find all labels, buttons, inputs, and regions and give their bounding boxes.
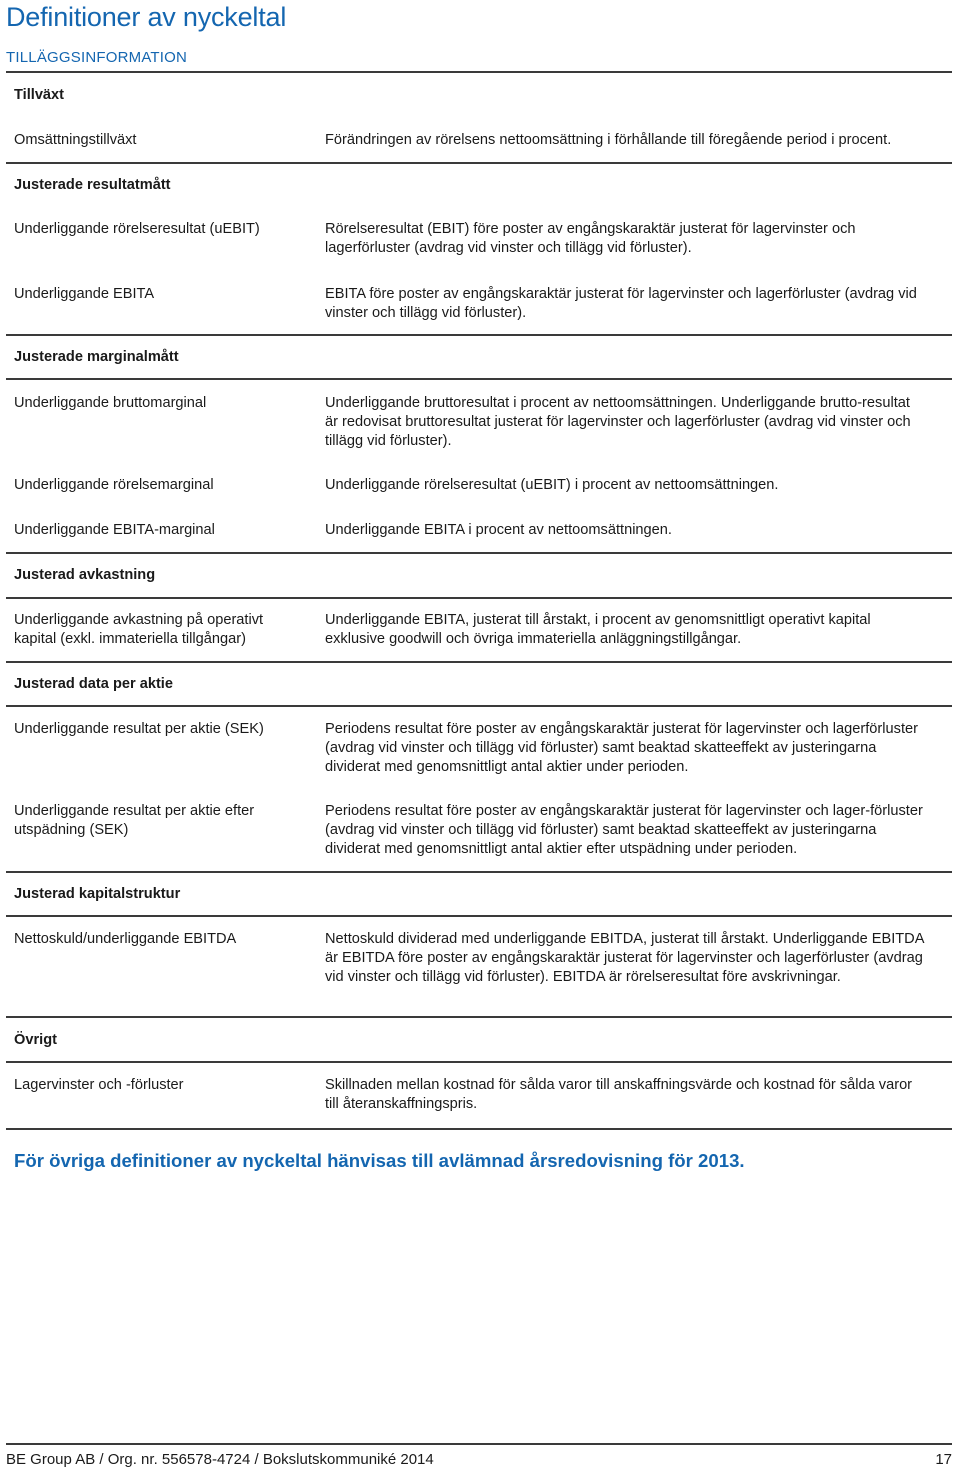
reference-note: För övriga definitioner av nyckeltal hänvisas till avlämnad årsredovisning för 2013. <box>14 1150 745 1171</box>
page-subtitle: TILLÄGGSINFORMATION <box>6 49 188 66</box>
divider <box>6 334 952 336</box>
term-label: Underliggande rörelseresultat (uEBIT) <box>14 221 260 237</box>
term-label: Underliggande EBITA <box>14 286 155 302</box>
definition-text: Underliggande EBITA, justerat till årstakt, i procent av genomsnittligt operativt kapital exklusive goodwill och övriga immateriella anläggningstillgångar. <box>325 612 871 647</box>
section-heading: Justerad kapitalstruktur <box>14 886 181 902</box>
section-heading: Justerade marginalmått <box>14 349 179 365</box>
term-label: Underliggande avkastning på operativt kapital (exkl. immateriella tillgångar) <box>14 612 264 647</box>
definition-text: Rörelseresultat (EBIT) före poster av engångskaraktär justerat för lagervinster och lagerförluster (avdrag vid vinster och tillägg vid förluster). <box>325 221 856 256</box>
definition-text: Förändringen av rörelsens nettoomsättning i förhållande till föregående period i procent. <box>325 132 892 148</box>
definition-text: Periodens resultat före poster av engångskaraktär justerat för lagervinster och lagerförluster (avdrag vid vinster och tillägg vid förluster) samt beaktad skatteeffekt av justeringarna dividerat med genomsnittligt antal aktier under perioden. <box>325 721 918 775</box>
term-label: Nettoskuld/underliggande EBITDA <box>14 931 237 947</box>
definition-text: Skillnaden mellan kostnad för sålda varor till anskaffningsvärde och kostnad för sålda varor till återanskaffningspris. <box>325 1077 913 1112</box>
footer-divider <box>6 1443 952 1445</box>
section-heading: Justerade resultatmått <box>14 177 171 193</box>
term-label: Underliggande bruttomarginal <box>14 395 207 411</box>
page-title: Definitioner av nyckeltal <box>6 2 287 32</box>
divider <box>6 871 952 873</box>
definition-text: Underliggande rörelseresultat (uEBIT) i procent av nettoomsättningen. <box>325 477 779 493</box>
section-heading: Justerad data per aktie <box>14 676 173 692</box>
term-label: Lagervinster och -förluster <box>14 1077 184 1093</box>
divider <box>6 597 952 599</box>
divider <box>6 378 952 380</box>
term-label: Underliggande resultat per aktie (SEK) <box>14 721 264 737</box>
divider <box>6 915 952 917</box>
divider <box>6 1061 952 1063</box>
divider <box>6 1016 952 1018</box>
term-label: Omsättningstillväxt <box>14 132 137 148</box>
term-label: Underliggande rörelsemarginal <box>14 477 214 493</box>
definition-text: Periodens resultat före poster av engångskaraktär justerat för lagervinster och lager-förluster (avdrag vid vinster och tillägg vid förluster) samt beaktad skatteeffekt av justeringarna dividerat med genomsnittligt antal aktier efter utspädning under perioden. <box>325 803 923 857</box>
definition-text: Nettoskuld dividerad med underliggande EBITDA, justerat till årstakt. Underliggande EBITDA är EBITDA före poster av engångskaraktär justerat för lagervinster och lagerförluster (avdrag vid vinster och tillägg vid förluster). EBITDA är rörelseresultat före avskrivningar. <box>325 931 924 985</box>
section-heading: Tillväxt <box>14 87 65 103</box>
footer-text: BE Group AB / Org. nr. 556578-4724 / Bokslutskommuniké 2014 <box>6 1451 434 1468</box>
section-heading: Övrigt <box>14 1032 57 1048</box>
divider <box>6 162 952 164</box>
page-number: 17 <box>935 1451 952 1468</box>
definition-text: EBITA före poster av engångskaraktär justerat för lagervinster och lagerförluster (avdrag vid vinster och tillägg vid förluster). <box>325 286 917 321</box>
divider <box>6 552 952 554</box>
definition-text: Underliggande bruttoresultat i procent av nettoomsättningen. Underliggande brutto-resultat är redovisat bruttoresultat justerat för lagervinster och lagerförluster (avdrag vid vinster och tillägg vid förluster). <box>325 395 911 449</box>
divider <box>6 661 952 663</box>
divider <box>6 1128 952 1130</box>
definition-text: Underliggande EBITA i procent av nettoomsättningen. <box>325 522 672 538</box>
term-label: Underliggande EBITA-marginal <box>14 522 215 538</box>
divider <box>6 71 952 73</box>
term-label: Underliggande resultat per aktie efter utspädning (SEK) <box>14 803 255 838</box>
section-heading: Justerad avkastning <box>14 567 156 583</box>
divider <box>6 705 952 707</box>
